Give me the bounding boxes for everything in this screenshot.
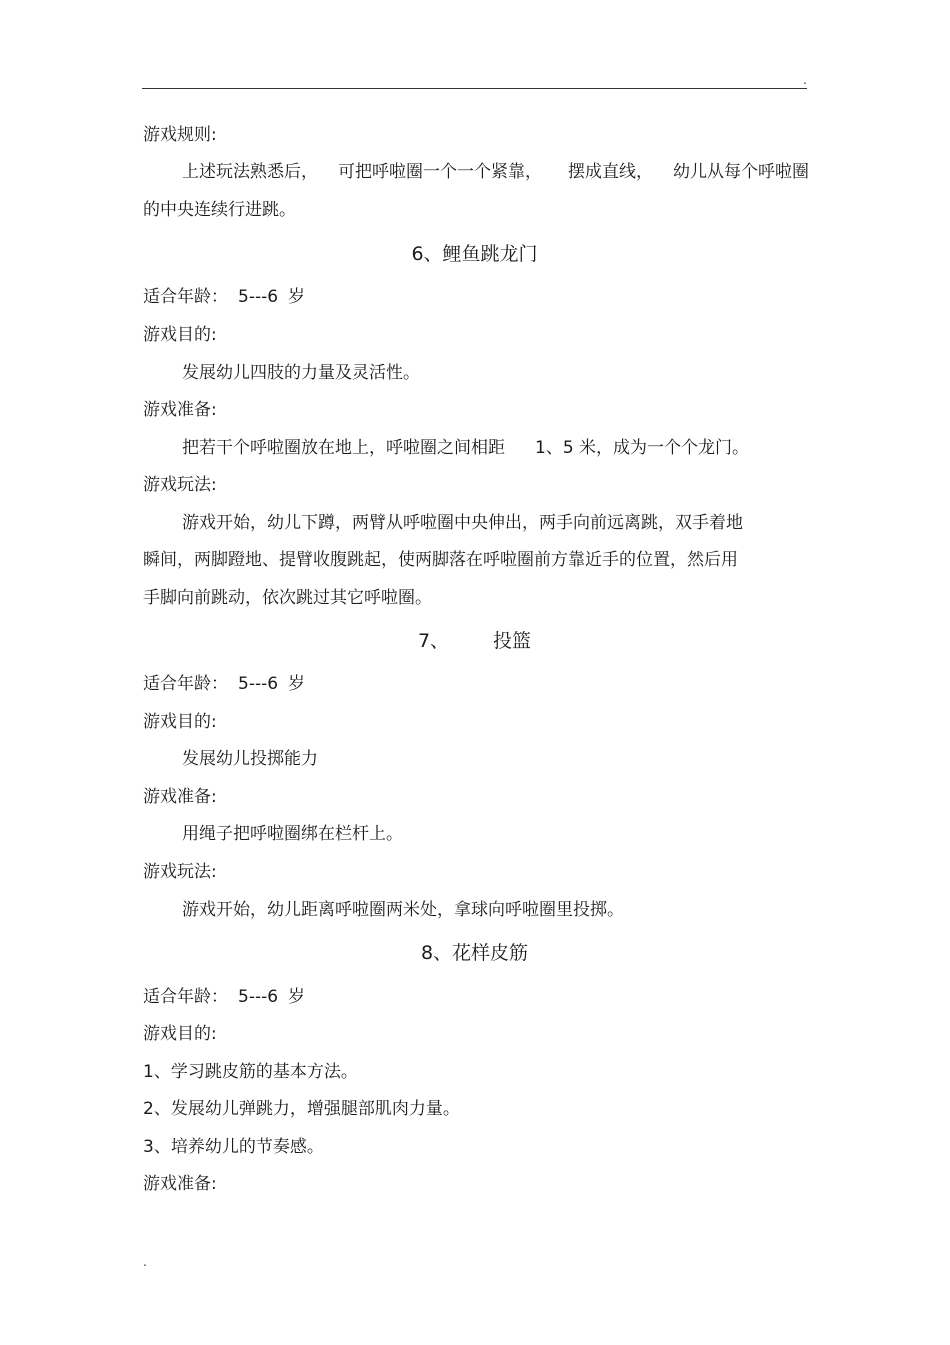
- game6-title: 6、鲤鱼跳龙门: [411, 243, 538, 265]
- game7-purpose-label: 游戏目的:: [143, 712, 217, 732]
- game8-prep-label: 游戏准备:: [143, 1174, 217, 1194]
- age-unit: 岁: [288, 287, 306, 307]
- game7-prep-label: 游戏准备:: [143, 787, 217, 807]
- game6-age: [143, 286, 808, 308]
- game7-prep-text: 用绳子把呼啦圈绑在栏杆上。: [182, 824, 403, 844]
- prep-text-b: 1、5 米，成为一个个龙门。: [535, 438, 750, 458]
- rules-paragraph-line1: [182, 161, 808, 183]
- corner-mark-bottom: .: [143, 1255, 147, 1269]
- game7-play-label: 游戏玩法:: [143, 862, 217, 882]
- game6-prep-label: 游戏准备:: [143, 400, 217, 420]
- game8-purpose-label: 游戏目的:: [143, 1024, 217, 1044]
- game8-purpose-item-3: 3、培养幼儿的节奏感。: [143, 1137, 324, 1157]
- age-unit: 岁: [288, 674, 306, 694]
- game7-purpose-text: 发展幼儿投掷能力: [182, 749, 318, 769]
- age-value: 5---6: [238, 987, 279, 1007]
- age-label: 适合年龄：: [143, 674, 228, 694]
- age-label: 适合年龄：: [143, 287, 228, 307]
- age-label: 适合年龄：: [143, 987, 228, 1007]
- game6-prep-text: [182, 437, 808, 459]
- game6-purpose-text: 发展幼儿四肢的力量及灵活性。: [182, 363, 420, 383]
- game6-purpose-label: 游戏目的:: [143, 325, 217, 345]
- game7-age: [143, 673, 808, 695]
- age-unit: 岁: [288, 987, 306, 1007]
- game8-purpose-item-1: 1、学习跳皮筋的基本方法。: [143, 1062, 358, 1082]
- game8-purpose-item-2: 2、发展幼儿弹跳力，增强腿部肌肉力量。: [143, 1099, 460, 1119]
- corner-mark-top: .: [803, 73, 807, 87]
- rules-text-b: 可把呼啦圈一个一个紧靠，: [338, 162, 542, 182]
- prep-text-a: 把若干个呼啦圈放在地上，呼啦圈之间相距: [182, 438, 505, 458]
- game7-title-number: 7、: [417, 630, 450, 652]
- rules-paragraph-line2: 的中央连续行进跳。: [143, 200, 296, 220]
- game6-play-line2: 瞬间，两脚蹬地、提臂收腹跳起，使两脚落在呼啦圈前方靠近手的位置，然后用: [143, 550, 738, 570]
- game7-title-text: 投篮: [493, 630, 532, 652]
- age-value: 5---6: [238, 674, 279, 694]
- rules-text-a: 上述玩法熟悉后，: [182, 162, 318, 182]
- game8-title: 8、花样皮筋: [420, 942, 529, 964]
- rules-text-d: 幼儿从每个呼啦圈: [673, 162, 809, 182]
- age-value: 5---6: [238, 287, 279, 307]
- rules-label: 游戏规则:: [143, 125, 217, 145]
- game7-play-text: 游戏开始，幼儿距离呼啦圈两米处，拿球向呼啦圈里投掷。: [182, 900, 624, 920]
- game8-age: [143, 986, 808, 1008]
- game7-title: [142, 629, 807, 653]
- game6-play-label: 游戏玩法:: [143, 475, 217, 495]
- game6-play-line1: 游戏开始，幼儿下蹲，两臂从呼啦圈中央伸出，两手向前远离跳，双手着地: [182, 513, 743, 533]
- game6-play-line3: 手脚向前跳动，依次跳过其它呼啦圈。: [143, 588, 432, 608]
- header-rule: [142, 88, 807, 89]
- rules-text-c: 摆成直线，: [568, 162, 653, 182]
